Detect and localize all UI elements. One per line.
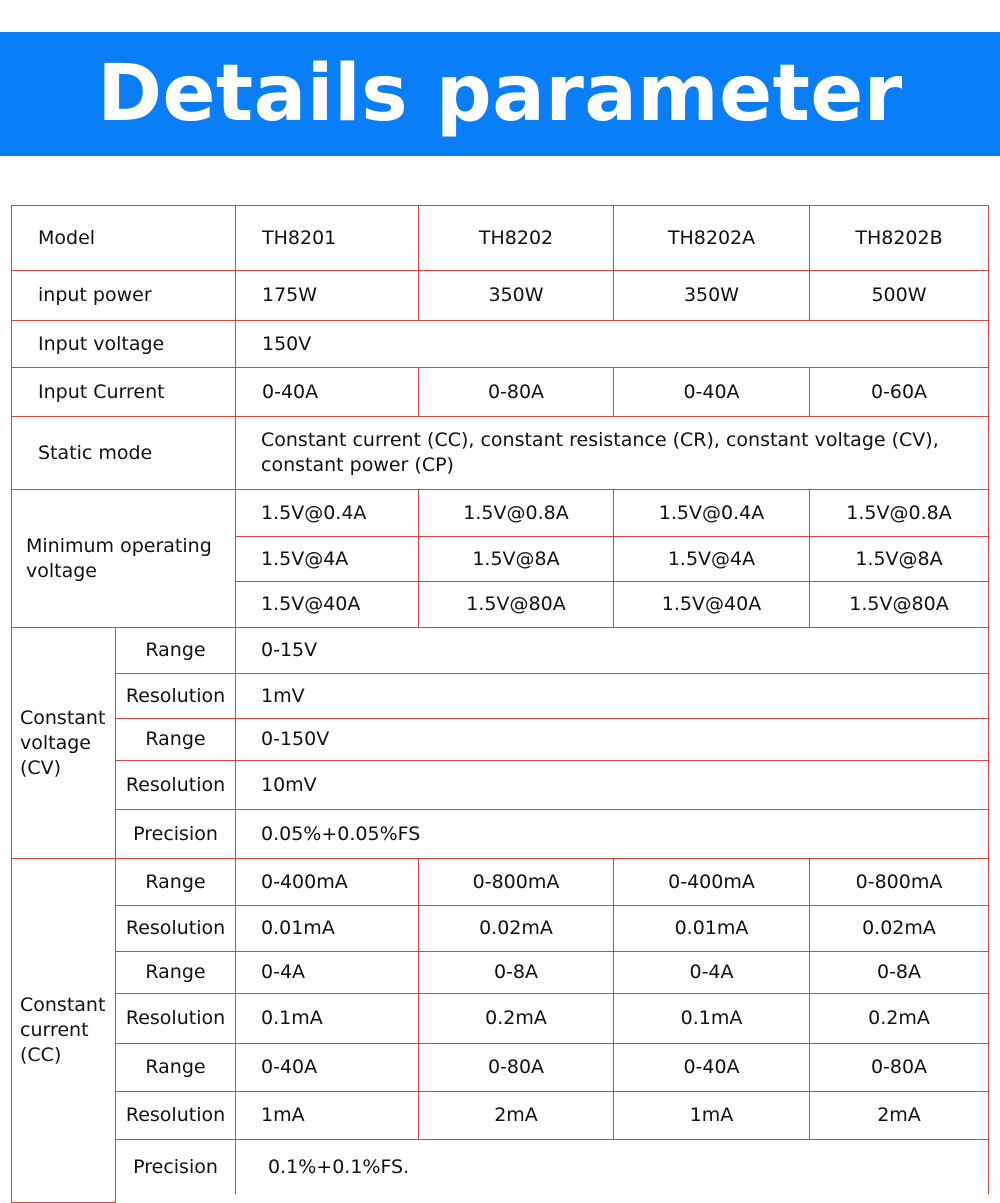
model-th8202a: TH8202A [613,205,810,271]
min-voltage-value: 1.5V@0.4A [235,489,419,537]
min-voltage-value: 1.5V@0.4A [613,489,810,537]
model-th8202b: TH8202B [809,205,989,271]
cv-resolution-value: 1mV [235,673,989,719]
cc-resolution-value: 2mA [418,1091,614,1140]
cc-resolution-value: 1mA [613,1091,810,1140]
cc-range-value: 0-400mA [613,858,810,906]
min-voltage-value: 1.5V@40A [235,581,419,628]
cc-range-value: 0-800mA [418,858,614,906]
cv-precision-label: Precision [115,809,236,859]
cc-resolution-label: Resolution [115,1091,236,1140]
label-min-voltage: Minimum operating voltage [11,489,236,628]
cc-precision-value: 0.1%+0.1%FS. [235,1139,989,1194]
min-voltage-value: 1.5V@80A [418,581,614,628]
min-voltage-value: 1.5V@8A [809,536,989,582]
cc-range-value: 0-8A [809,951,989,994]
min-voltage-value: 1.5V@0.8A [418,489,614,537]
cc-resolution-value: 0.01mA [235,905,419,952]
input-power-value: 350W [418,270,614,321]
cv-precision-value: 0.05%+0.05%FS [235,809,989,859]
cc-range-label: Range [115,951,236,994]
input-current-value: 0-40A [613,367,810,417]
label-input-voltage: Input voltage [11,320,236,368]
cc-range-label: Range [115,1043,236,1092]
label-input-power: input power [11,270,236,321]
label-constant-current: Constant current (CC) [11,858,116,1203]
cc-resolution-value: 1mA [235,1091,419,1140]
cc-resolution-value: 0.02mA [418,905,614,952]
static-mode-value: Constant current (CC), constant resistance (CR), constant voltage (CV), constant power (CP) [235,416,989,490]
input-current-value: 0-60A [809,367,989,417]
label-static-mode: Static mode [11,416,236,490]
cc-range-value: 0-80A [418,1043,614,1092]
model-th8201: TH8201 [235,205,419,271]
cc-resolution-value: 2mA [809,1091,989,1140]
cv-resolution-label: Resolution [115,760,236,810]
cc-resolution-value: 0.1mA [235,993,419,1044]
cc-resolution-label: Resolution [115,993,236,1044]
min-voltage-value: 1.5V@0.8A [809,489,989,537]
input-power-value: 350W [613,270,810,321]
page-title: Details parameter [97,49,903,139]
input-current-value: 0-80A [418,367,614,417]
cc-range-value: 0-800mA [809,858,989,906]
cc-resolution-value: 0.2mA [418,993,614,1044]
cc-range-value: 0-40A [613,1043,810,1092]
min-voltage-value: 1.5V@4A [613,536,810,582]
cc-range-value: 0-80A [809,1043,989,1092]
cv-range-value: 0-150V [235,718,989,761]
cc-range-value: 0-40A [235,1043,419,1092]
cv-range-value: 0-15V [235,627,989,674]
cv-range-label: Range [115,718,236,761]
label-constant-voltage: Constant voltage (CV) [11,627,116,859]
cv-resolution-value: 10mV [235,760,989,810]
min-voltage-value: 1.5V@80A [809,581,989,628]
cc-resolution-value: 0.1mA [613,993,810,1044]
cc-range-label: Range [115,858,236,906]
cc-resolution-value: 0.02mA [809,905,989,952]
cc-resolution-label: Resolution [115,905,236,952]
min-voltage-value: 1.5V@8A [418,536,614,582]
cc-range-value: 0-4A [613,951,810,994]
input-voltage-value: 150V [235,320,989,368]
cc-resolution-value: 0.2mA [809,993,989,1044]
cv-range-label: Range [115,627,236,674]
cc-range-value: 0-8A [418,951,614,994]
input-current-value: 0-40A [235,367,419,417]
label-input-current: Input Current [11,367,236,417]
label-model: Model [11,205,236,271]
model-th8202: TH8202 [418,205,614,271]
cv-resolution-label: Resolution [115,673,236,719]
min-voltage-value: 1.5V@40A [613,581,810,628]
cc-range-value: 0-400mA [235,858,419,906]
cc-range-value: 0-4A [235,951,419,994]
min-voltage-value: 1.5V@4A [235,536,419,582]
input-power-value: 500W [809,270,989,321]
cc-precision-label: Precision [115,1139,236,1194]
input-power-value: 175W [235,270,419,321]
cc-resolution-value: 0.01mA [613,905,810,952]
